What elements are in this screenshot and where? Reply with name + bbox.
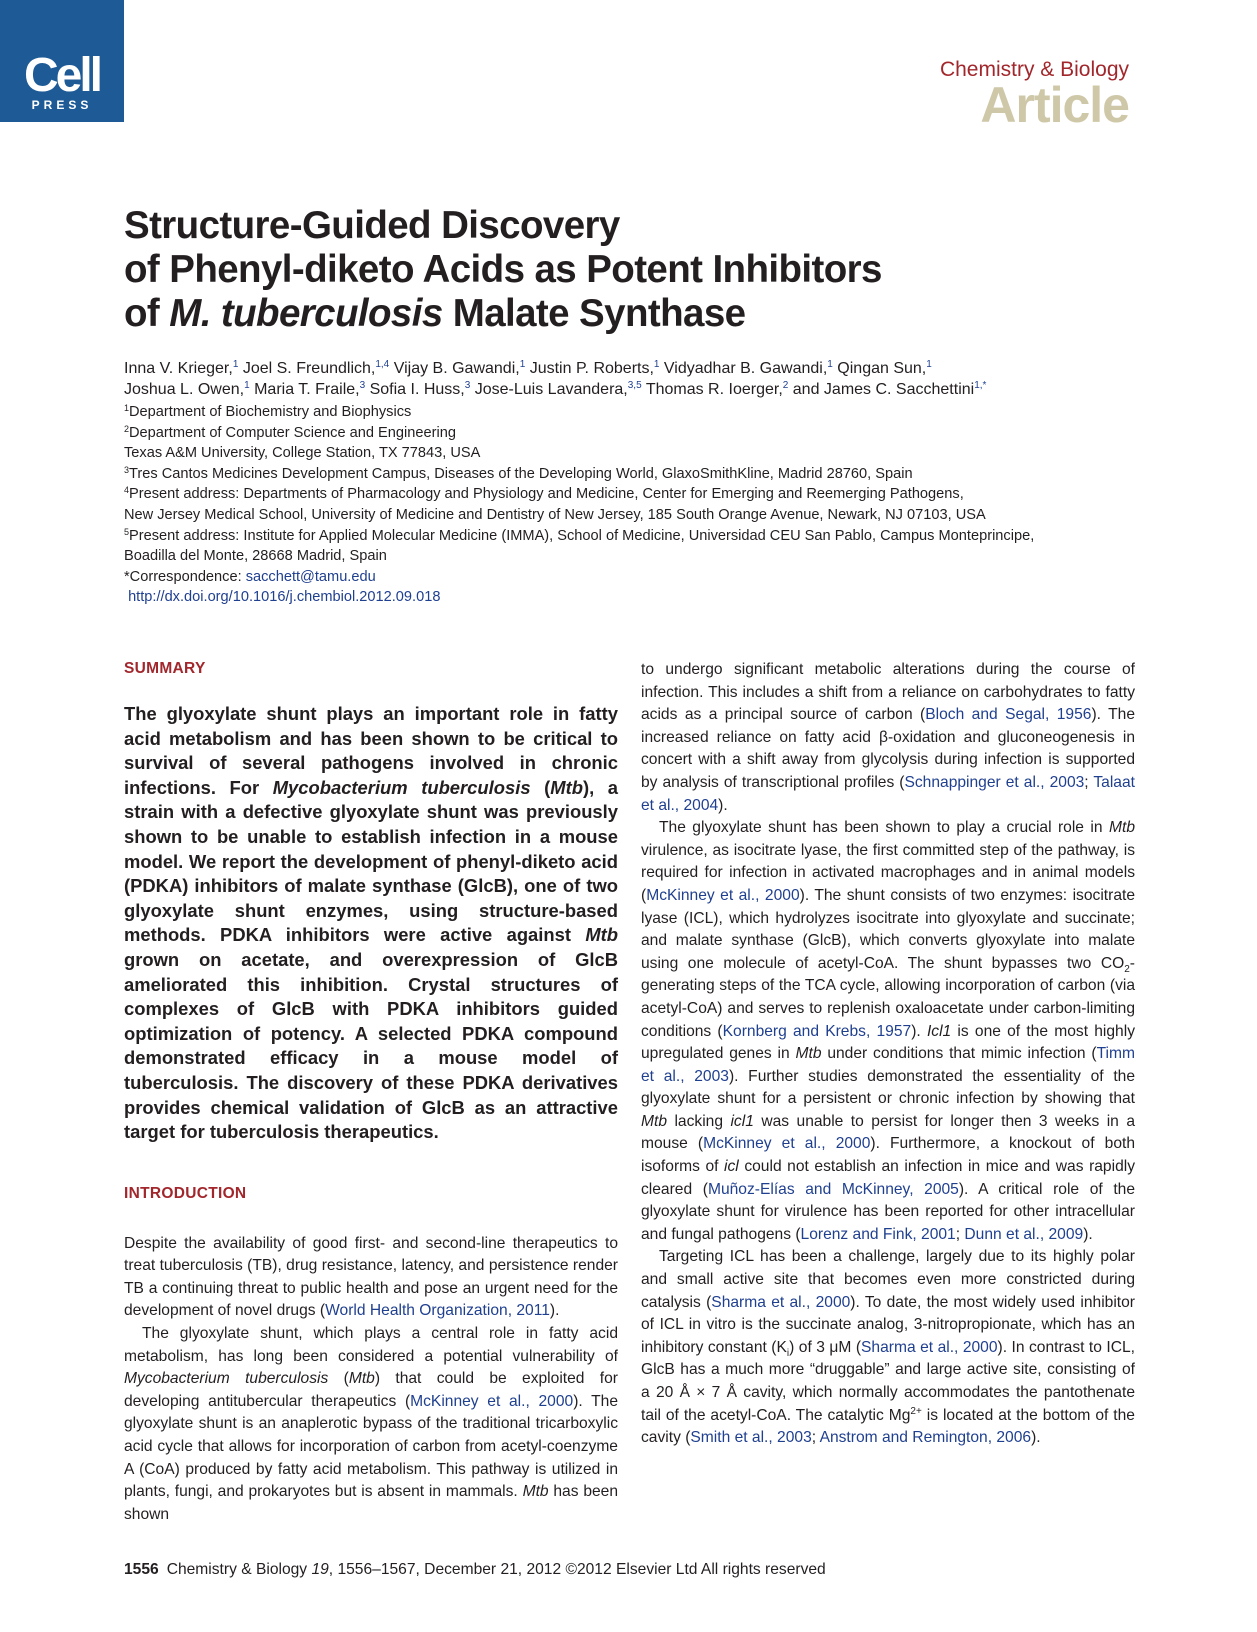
text-span: could not establish an infection in mice and was rapidly cleared (: [641, 1158, 1136, 1198]
text-span: ). The shunt consists of two enzymes: isocitrate lyase (ICL), which hydrolyzes isocitrate into glyoxylate and succinate; and malate synthase (GlcB), which converts glyoxylate into malate using one molecule of acetyl-CoA. The shunt bypasses two CO: [641, 886, 1135, 972]
summary-italic: Mtb: [585, 924, 618, 946]
summary-italic: Mtb: [550, 776, 583, 798]
subscript: i: [786, 1347, 790, 1359]
summary-text: [124, 702, 618, 1145]
right-column: [641, 659, 1135, 1450]
author-affil-ref[interactable]: 3: [464, 380, 471, 391]
text-span: was unable to persist for longer then 3 weeks in a mouse (: [641, 1112, 1135, 1153]
cell-press-logo: [0, 0, 124, 122]
citation-link[interactable]: McKinney et al., 2000: [703, 1135, 871, 1153]
author: Inna V. Krieger,: [124, 360, 233, 377]
author-affil-ref[interactable]: 1: [519, 359, 526, 370]
affiliations: [124, 402, 1134, 608]
author-affil-ref[interactable]: 1,4: [375, 359, 390, 370]
footer-volume: 19: [311, 1561, 329, 1578]
title-line-1: Structure-Guided Discovery: [124, 204, 620, 247]
doi-line: [124, 587, 1134, 608]
summary-span: (: [530, 776, 551, 798]
citation-link[interactable]: Smith et al., 2003: [690, 1429, 812, 1447]
author: Vidyadhar B. Gawandi,: [659, 360, 828, 377]
text-span: has been shown: [124, 1483, 619, 1523]
citation-link[interactable]: Dunn et al., 2009: [964, 1225, 1084, 1243]
footer-journal: Chemistry & Biology: [166, 1561, 312, 1578]
affil-text: Department of Computer Science and Engineering: [129, 424, 456, 441]
text-span: ). Furthermore, a knockout of both isoforms of: [641, 1135, 1135, 1176]
author: Sofia I. Huss,: [365, 381, 465, 398]
title-text: of: [124, 292, 170, 335]
author: Thomas R. Ioerger,: [641, 381, 783, 398]
author-affil-ref[interactable]: 3,5: [627, 380, 642, 391]
affil-text: Present address: Institute for Applied Molecular Medicine (IMMA), School of Medicine, Universidad CEU San Pablo, Campus Monteprincipe,: [129, 527, 1035, 544]
author-affil-ref[interactable]: 1: [926, 359, 932, 370]
text-span: is located at the bottom of the cavity (: [641, 1406, 1135, 1447]
text-span: ).: [1031, 1429, 1041, 1447]
text-span: ). The increased reliance on fatty acid β-oxidation and gluconeogenesis in concert with a shift away from glycolysis during infection is supported by analysis of transcriptional profiles (: [641, 706, 1135, 791]
text-span: is one of the most highly upregulated genes in: [641, 1022, 1135, 1063]
text-span: Despite the availability of good first- and second-line therapeutics to treat tuberculosis (TB), drug resistance, latency, and persistence render TB a continuing threat to public health and pose an urgent need for the development of novel drugs (: [124, 1234, 618, 1320]
italic-span: Mtb: [1109, 819, 1135, 837]
text-span: (: [328, 1370, 349, 1388]
affiliation: Boadilla del Monte, 28668 Madrid, Spain: [124, 548, 387, 565]
author-affil-ref[interactable]: 1,*: [974, 380, 987, 391]
author-affil-ref[interactable]: 2: [782, 380, 789, 391]
affiliation: [124, 464, 1134, 485]
italic-span: Mtb: [795, 1045, 822, 1063]
logo-sub: PRESS: [31, 98, 93, 112]
affiliation: Texas A&M University, College Station, TX 77843, USA: [124, 445, 481, 462]
italic-span: Mycobacterium tuberculosis: [124, 1370, 329, 1388]
affiliation: [124, 423, 1134, 444]
intro-paragraph-3: [641, 817, 1135, 1246]
text-span: ). In contrast to ICL, GlcB has a much more “druggable” and large active site, consisting of a 20 Å × 7 Å cavity, which normally accommodates the pantothenate tail of the acetyl-CoA. The catalytic Mg: [641, 1338, 1135, 1424]
text-span: ;: [1084, 773, 1094, 791]
author-affil-ref[interactable]: 1: [827, 359, 833, 370]
affil-number: 3: [124, 464, 130, 475]
summary-italic: Mycobacterium tuberculosis: [272, 776, 531, 798]
affiliation: [124, 402, 1134, 423]
summary-span: ), a strain with a defective glyoxylate shunt was previously shown to be unable to establish infection in a mouse model. We report the development of phenyl-diketo acid (PDKA) inhibitors of malate synthase (GlcB), one of two glyoxylate shunt enzymes, using structure-based methods. PDKA inhibitors were active against: [124, 776, 618, 946]
correspondence: [124, 567, 1134, 588]
citation-link[interactable]: Anstrom and Remington, 2006: [819, 1429, 1032, 1447]
text-span: ;: [811, 1429, 820, 1447]
text-span: under conditions that mimic infection (: [821, 1045, 1097, 1063]
intro-paragraph-2-continued: [641, 659, 1135, 817]
author-affil-ref[interactable]: 3: [359, 380, 366, 391]
page-footer: [124, 1561, 826, 1579]
citation-link[interactable]: Schnappinger et al., 2003: [904, 773, 1085, 791]
logo-word: Cell: [23, 49, 101, 102]
text-span: The glyoxylate shunt, which plays a central role in fatty acid metabolism, has long been considered a potential vulnerability of: [124, 1325, 618, 1365]
author: Vijay B. Gawandi,: [389, 360, 520, 377]
citation-link[interactable]: McKinney et al., 2000: [646, 886, 800, 904]
text-span: ). To date, the most widely used inhibitor of ICL in vitro is the succinate analog, 3-nitropropionate, which has an inhibitory constant (K: [641, 1293, 1135, 1356]
italic-span: icl: [724, 1158, 739, 1176]
subscript: 2: [1124, 963, 1130, 975]
title-text: Malate Synthase: [442, 292, 746, 335]
affil-number: 1: [124, 403, 130, 413]
affil-text: Tres Cantos Medicines Development Campus, Diseases of the Developing World, GlaxoSmithKline, Madrid 28760, Spain: [129, 465, 913, 482]
italic-span: Mtb: [641, 1112, 667, 1130]
author-affil-ref[interactable]: 1: [653, 359, 660, 370]
author: Justin P. Roberts,: [525, 360, 654, 377]
affiliation: New Jersey Medical School, University of Medicine and Dentistry of New Jersey, 185 South Orange Avenue, Newark, NJ 07103, USA: [124, 506, 986, 523]
summary-span: The glyoxylate shunt plays an important role in fatty acid metabolism and has been shown to be critical to survival of several pathogens involved in chronic infections. For: [124, 703, 618, 798]
text-span: ).: [549, 1302, 560, 1320]
text-span: ) that could be exploited for developing antitubercular therapeutics (: [124, 1370, 619, 1410]
text-span: -generating steps of the TCA cycle, allowing incorporation of carbon (via acetyl-CoA) and serves to replenish oxaloacetate under carbon-limiting conditions (: [641, 954, 1135, 1040]
text-span: virulence, as isocitrate lyase, the first committed step of the pathway, is required for infection in activated macrophages and in animal models (: [641, 841, 1135, 904]
citation-link[interactable]: Lorenz and Fink, 2001: [800, 1225, 956, 1243]
text-span: The glyoxylate shunt has been shown to play a crucial role in: [659, 819, 1109, 837]
text-span: lacking: [667, 1112, 731, 1130]
affil-text: Department of Biochemistry and Biophysics: [129, 404, 412, 420]
summary-heading: SUMMARY: [124, 660, 206, 677]
superscript: 2+: [910, 1405, 922, 1417]
affil-number: 5: [124, 526, 130, 537]
italic-span: Mtb: [348, 1370, 375, 1388]
correspondence-email-link[interactable]: sacchett@tamu.edu: [245, 568, 376, 585]
article-title: [124, 204, 1124, 336]
citation-link[interactable]: World Health Organization, 2011: [325, 1302, 550, 1320]
intro-paragraph-2: [124, 1323, 618, 1526]
author: and James C. Sacchettini: [788, 381, 975, 398]
citation-link[interactable]: Bloch and Segal, 1956: [925, 706, 1092, 724]
summary-span: grown on acetate, and overexpression of GlcB ameliorated this inhibition. Crystal structures of complexes of GlcB with PDKA inhibitors guided optimization of potency. A selected PDKA compound demonstrated efficacy in a mouse model of tuberculosis. The discovery of these PDKA derivatives provides chemical validation of GlcB as an attractive target for tuberculosis therapeutics.: [124, 948, 618, 1143]
author: Jose-Luis Lavandera,: [470, 381, 628, 398]
author-affil-ref[interactable]: 1: [232, 359, 239, 370]
citation-link[interactable]: Muñoz-Elías and McKinney, 2005: [707, 1180, 959, 1198]
author: Maria T. Fraile,: [249, 381, 360, 398]
citation-link[interactable]: Sharma et al., 2000: [711, 1293, 851, 1311]
text-span: ). The glyoxylate shunt is an anaplerotic bypass of the traditional tricarboxylic acid cycle that allows for incorporation of carbon from acetyl-coenzyme A (CoA) produced by fatty acid metabolism. This pathway is utilized in plants, fungi, and prokaryotes but is absent in mammals.: [124, 1392, 618, 1501]
left-column: [124, 660, 618, 1526]
author-affil-ref[interactable]: 1: [244, 380, 250, 391]
page-number: 1556: [124, 1561, 159, 1578]
citation-link[interactable]: McKinney et al., 2000: [410, 1392, 574, 1410]
affil-text: Present address: Departments of Pharmacology and Physiology and Medicine, Center for Emerging and Reemerging Pathogens,: [129, 486, 964, 503]
author-list: [124, 358, 1134, 400]
citation-link[interactable]: Timm et al., 2003: [641, 1045, 1135, 1085]
introduction-heading: INTRODUCTION: [124, 1184, 247, 1202]
doi-link[interactable]: http://dx.doi.org/10.1016/j.chembiol.2012.09.018: [128, 589, 441, 606]
text-span: ) of 3 μM (: [789, 1338, 862, 1356]
text-span: to undergo significant metabolic alterations during the course of infection. This includes a shift from a reliance on carbohydrates to fatty acids as a principal source of carbon (: [641, 661, 1135, 724]
affiliation: [124, 484, 1134, 505]
italic-span: Mtb: [522, 1483, 549, 1501]
text-span: ;: [955, 1225, 965, 1243]
title-species: M. tuberculosis: [169, 292, 443, 335]
footer-citation: , 1556–1567, December 21, 2012 ©2012 Elsevier Ltd All rights reserved: [328, 1561, 826, 1578]
intro-paragraph-4: [641, 1246, 1135, 1449]
italic-span: Icl1: [926, 1022, 952, 1040]
text-span: ).: [1083, 1225, 1093, 1243]
author: Joshua L. Owen,: [124, 381, 245, 398]
text-span: Targeting ICL has been a challenge, largely due to its highly polar and small active site that becomes even more constricted during catalysis (: [641, 1248, 1135, 1311]
text-span: ). Further studies demonstrated the essentiality of the glyoxylate shunt for a persistent or chronic infection by showing that: [641, 1067, 1135, 1108]
text-span: ). A critical role of the glyoxylate shunt for virulence has been reported for other intracellular and fungal pathogens (: [641, 1180, 1136, 1243]
author-line-1: [124, 358, 1134, 379]
author-line-2: [124, 379, 1134, 400]
affil-number: 2: [124, 423, 130, 434]
journal-name: Chemistry & Biology: [939, 58, 1129, 81]
text-span: ).: [718, 796, 728, 814]
title-line-2: of Phenyl-diketo Acids as Potent Inhibitors: [124, 248, 882, 291]
citation-link[interactable]: Sharma et al., 2000: [861, 1338, 998, 1356]
text-span: ).: [911, 1022, 927, 1040]
author: Joel S. Freundlich,: [238, 360, 376, 377]
intro-paragraph-1: [124, 1233, 618, 1323]
title-line-3: [124, 292, 1124, 336]
article-type: Article: [980, 77, 1129, 133]
correspondence-label: *Correspondence:: [124, 568, 246, 585]
citation-link[interactable]: Kornberg and Krebs, 1957: [722, 1022, 912, 1040]
italic-span: icl1: [730, 1112, 754, 1130]
citation-link[interactable]: Talaat et al., 2004: [641, 773, 1135, 814]
affiliation: [124, 526, 1134, 547]
affil-number: 4: [124, 485, 130, 496]
author: Qingan Sun,: [832, 360, 927, 377]
